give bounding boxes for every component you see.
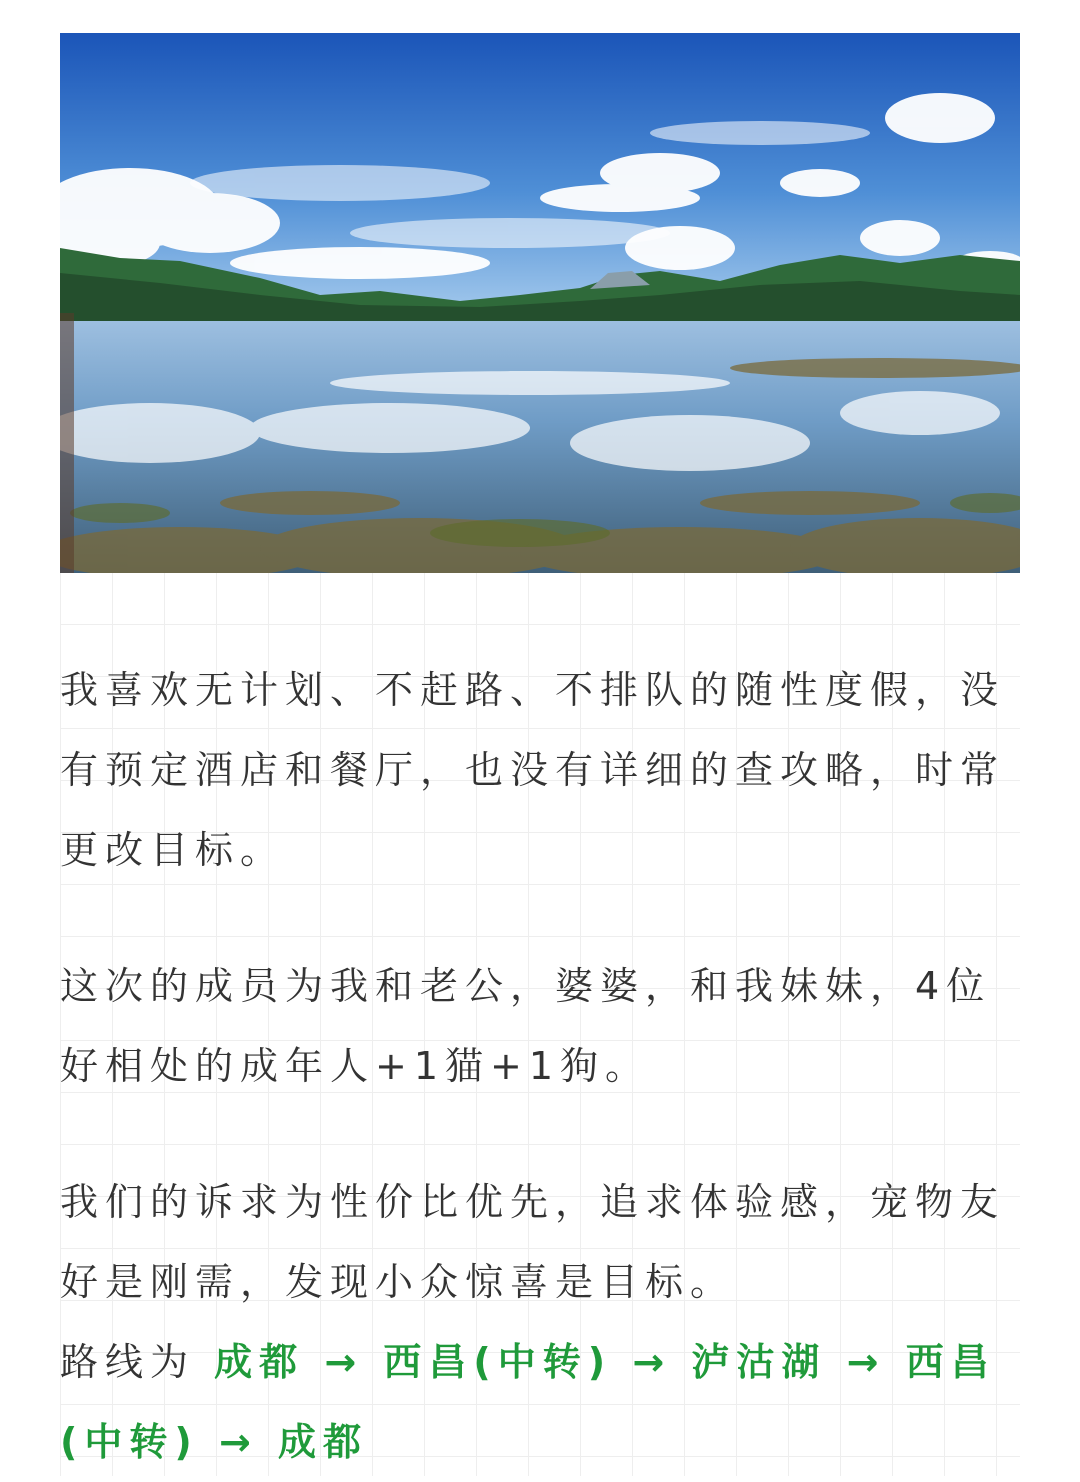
route-line <box>60 1322 1025 1482</box>
paragraph-spacer <box>60 890 1025 946</box>
route-highlight: 成都 → 西昌(中转) → 泸沽湖 → 西昌(中转) → 成都 <box>60 1340 996 1464</box>
lake-landscape-photo <box>60 33 1020 573</box>
lake-landscape-image <box>60 33 1020 573</box>
article-body <box>60 650 1025 1482</box>
paragraph-travel-style: 我喜欢无计划、不赶路、不排队的随性度假，没有预定酒店和餐厅，也没有详细的查攻略，时常更改目标。 <box>60 668 1006 872</box>
paragraph-spacer <box>60 1106 1025 1162</box>
paragraph-members: 这次的成员为我和老公，婆婆，和我妹妹，4位好相处的成年人+1猫+1狗。 <box>60 964 992 1088</box>
paragraph-preferences: 我们的诉求为性价比优先，追求体验感，宠物友好是刚需，发现小众惊喜是目标。 <box>60 1180 1006 1304</box>
route-prefix: 路线为 <box>60 1340 215 1384</box>
